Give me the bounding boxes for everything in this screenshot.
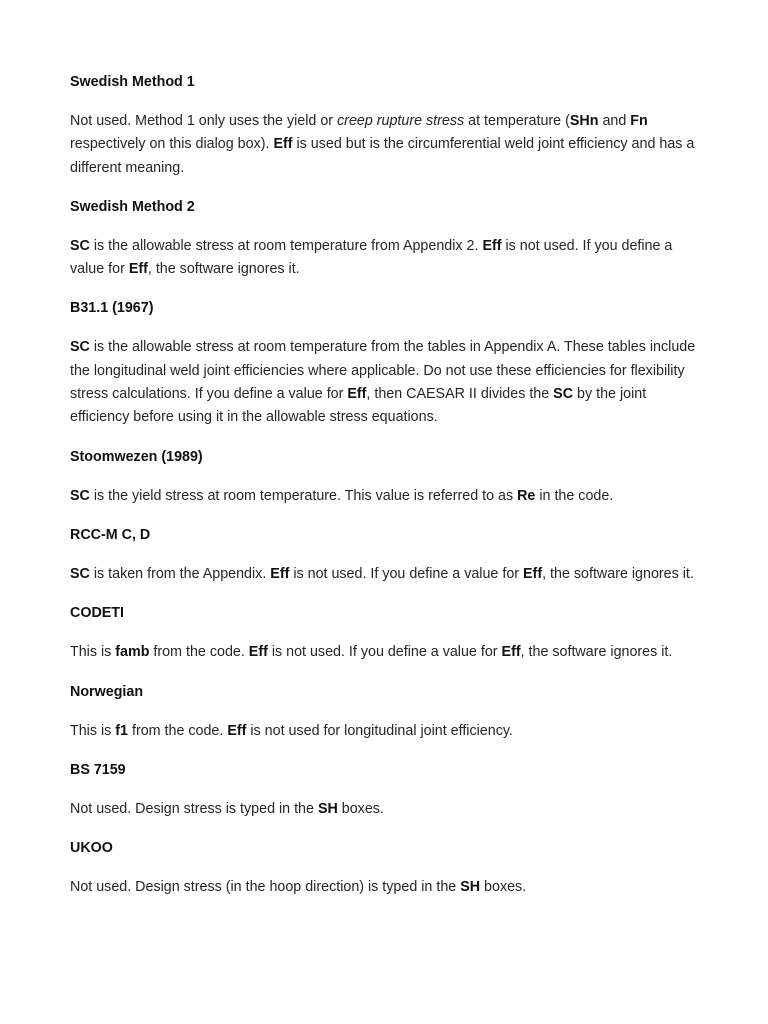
bold-term: SC <box>70 565 90 582</box>
text-run: This is <box>70 722 116 739</box>
section-paragraph <box>70 110 698 180</box>
section-heading: Norwegian <box>70 683 144 700</box>
bold-term: Eff <box>523 565 543 582</box>
text-run: at temperature ( <box>464 113 570 129</box>
bold-term: Eff <box>227 722 247 739</box>
text-run: by the joint efficiency before using it in the allowable stress equations. <box>70 386 647 426</box>
bold-term: Eff <box>273 136 293 153</box>
text-run: , then CAESAR II divides the <box>366 386 554 403</box>
italic-term: creep rupture stress <box>337 113 465 129</box>
section-paragraph <box>70 563 698 586</box>
text-run: is the allowable stress at room temperature from Appendix 2. <box>89 237 483 254</box>
text-run: , the software ignores it. <box>520 644 673 661</box>
section-heading: Swedish Method 1 <box>70 74 195 90</box>
text-run: Not used. Design stress (in the hoop direction) is typed in the <box>70 879 461 896</box>
bold-term: SH <box>460 879 481 896</box>
bold-term: Eff <box>248 644 268 661</box>
section-paragraph <box>70 485 698 508</box>
text-run: is not used. If you define a value for <box>267 644 502 661</box>
bold-term: Eff <box>128 261 148 278</box>
bold-term: SC <box>70 487 90 504</box>
text-run: boxes. <box>480 879 527 896</box>
bold-term: SC <box>553 386 574 403</box>
text-run: is not used. If you define a value for <box>289 565 524 582</box>
text-run: Not used. Design stress is typed in the <box>70 800 318 817</box>
section-heading: UKOO <box>70 840 113 857</box>
text-run: from the code. <box>149 644 249 661</box>
text-run: is not used for longitudinal joint efficiency. <box>246 722 513 739</box>
bold-term: SC <box>70 339 90 356</box>
section-paragraph <box>70 720 698 743</box>
text-run: , the software ignores it. <box>542 565 694 582</box>
section-heading: BS 7159 <box>70 761 126 778</box>
section-paragraph <box>70 798 698 821</box>
bold-term: Fn <box>630 113 648 129</box>
text-run: boxes. <box>337 800 384 817</box>
bold-term: SC <box>70 237 90 254</box>
section-heading: CODETI <box>70 605 125 622</box>
bold-term: f1 <box>115 722 128 739</box>
text-run: is the yield stress at room temperature. This value is referred to as <box>89 487 518 504</box>
section-heading: Stoomwezen (1989) <box>70 448 203 465</box>
text-run: in the code. <box>535 487 614 504</box>
text-run: is the allowable stress at room temperature from the tables in Appendix A. These tables include the longitudinal weld joint efficiencies where applicable. Do not use these efficiencies for flexibility stress calculations. If you define a value for <box>70 339 696 403</box>
text-run: respectively on this dialog box). <box>70 136 274 153</box>
bold-term: Re <box>517 487 536 504</box>
text-run: Not used. Method 1 only uses the yield or <box>70 113 338 129</box>
bold-term: Eff <box>347 386 367 403</box>
bold-term: Eff <box>270 565 290 582</box>
text-run: and <box>598 113 631 129</box>
bold-term: famb <box>115 644 150 661</box>
bold-term: Eff <box>501 644 521 661</box>
section-paragraph <box>70 641 698 664</box>
text-run: This is <box>70 644 116 661</box>
bold-term: SHn <box>569 113 599 129</box>
text-run: is used but is the circumferential weld joint efficiency and has a different meaning. <box>70 136 695 176</box>
section-paragraph <box>70 336 698 429</box>
bold-term: SH <box>317 800 338 817</box>
section-paragraph <box>70 876 698 899</box>
bold-term: Eff <box>482 237 502 254</box>
document-page <box>70 71 698 915</box>
section-paragraph <box>70 235 698 282</box>
text-run: from the code. <box>128 722 228 739</box>
section-heading: B31.1 (1967) <box>70 300 154 317</box>
text-run: is not used. If you define a value for <box>70 237 673 278</box>
section-heading: RCC-M C, D <box>70 526 151 543</box>
text-run: , the software ignores it. <box>147 261 300 278</box>
section-heading: Swedish Method 2 <box>70 198 195 215</box>
text-run: is taken from the Appendix. <box>89 565 271 582</box>
